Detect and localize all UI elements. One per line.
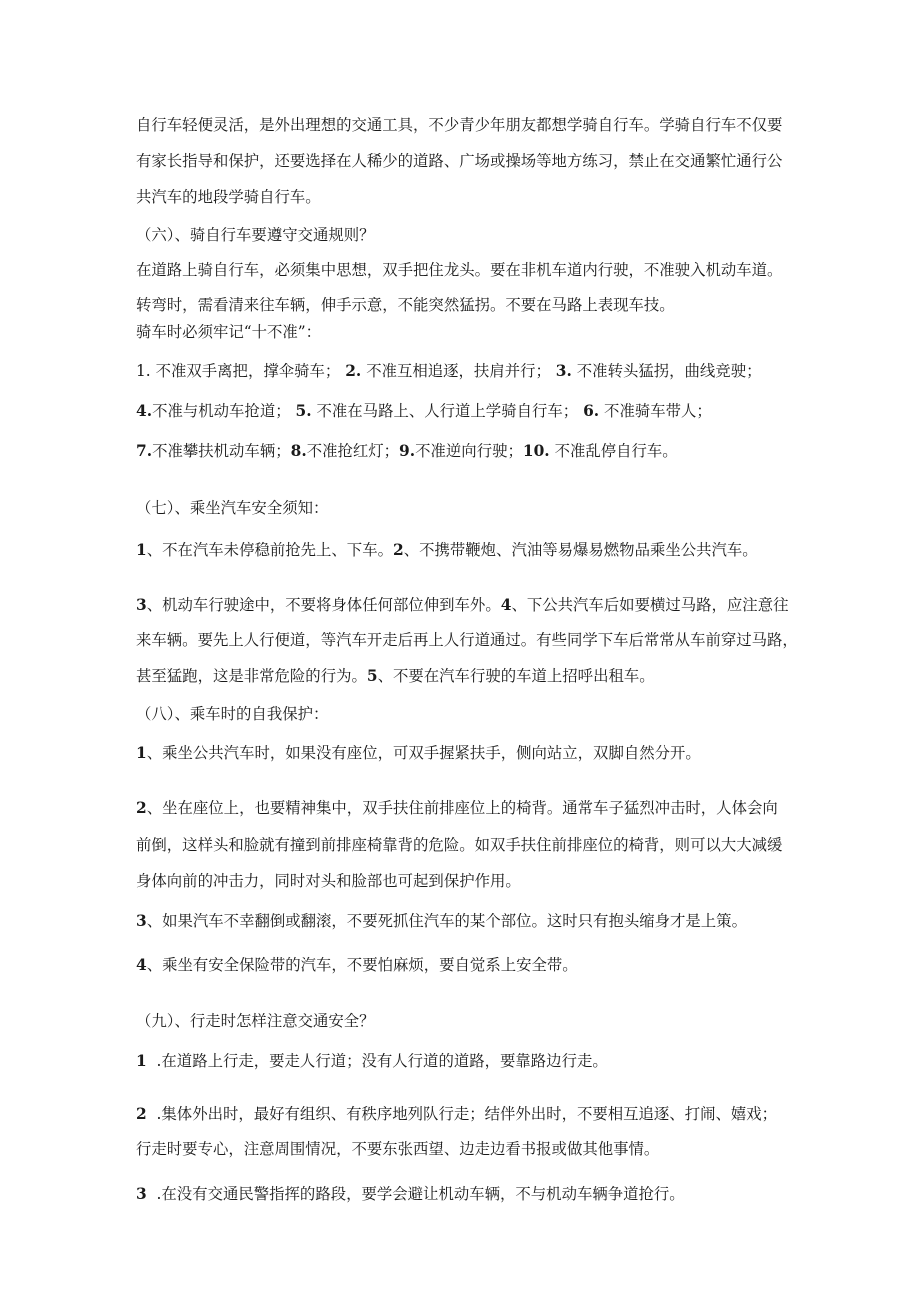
- s7-text-1: 、不在汽车未停稳前抢先上、下车。: [146, 541, 393, 559]
- rule-7-text: 不准攀扶机动车辆；: [152, 442, 291, 460]
- rule-7-num: 7.: [136, 442, 153, 460]
- section6-line-2: 转弯时，需看清来往车辆，伸手示意，不能突然猛拐。不要在马路上表现车技。: [136, 296, 675, 314]
- section8-heading: （八）、乘车时的自我保护：: [136, 705, 329, 723]
- rule-5-num: 5.: [295, 402, 312, 420]
- section6-heading: （六）、骑自行车要遵守交通规则？: [136, 226, 375, 244]
- rule-4-num: 4.: [136, 402, 153, 420]
- section9-para-2-line-1: [136, 1103, 777, 1125]
- section9-para-3: [136, 1183, 685, 1205]
- rule-10-text: 不准乱停自行车。: [554, 442, 678, 460]
- section6-line-1: 在道路上骑自行车，必须集中思想，双手把住龙头。要在非机车道内行驶，不准驶入机动车道。: [136, 261, 783, 279]
- rule-10-num: 10.: [522, 442, 550, 460]
- section7-para-2-line-3: [136, 665, 655, 687]
- s7-text-2: 、不携带鞭炮、汽油等易爆易燃物品乘坐公共汽车。: [403, 541, 758, 559]
- section7-heading: （七）、乘坐汽车安全须知：: [136, 499, 329, 517]
- section8-para-2-line-2: 前倒，这样头和脸就有撞到前排座椅靠背的危险。如双手扶住前排座位的椅背，则可以大大减缓: [136, 836, 783, 854]
- rule-1-text: 不准双手离把，撑伞骑车；: [155, 362, 341, 380]
- rules-line-3: [136, 440, 678, 462]
- rule-1-num: 1.: [136, 362, 151, 380]
- rule-8-text: 不准抢红灯；: [306, 442, 400, 460]
- intro-line-1: 自行车轻便灵活，是外出理想的交通工具，不少青少年朋友都想学骑自行车。学骑自行车不仅要: [136, 116, 783, 134]
- section9-para-1: [136, 1050, 608, 1072]
- rule-3-text: 不准转头猛拐，曲线竞驶；: [576, 362, 762, 380]
- section7-para-2-line-2: 来车辆。要先上人行便道，等汽车开走后再上人行道通过。有些同学下车后常常从车前穿过马路，: [136, 631, 798, 649]
- rule-3-num: 3.: [555, 362, 572, 380]
- section8-para-2-line-3: 身体向前的冲击力，同时对头和脸部也可起到保护作用。: [136, 872, 521, 890]
- s8-text-3: 、如果汽车不幸翻倒或翻滚，不要死抓住汽车的某个部位。这时只有抱头缩身才是上策。: [146, 912, 747, 930]
- rule-6-num: 6.: [583, 402, 600, 420]
- s7-num-4: 4: [500, 596, 512, 614]
- rule-6-text: 不准骑车带人；: [604, 402, 712, 420]
- rule-8-num: 8.: [290, 442, 307, 460]
- intro-line-2: 有家长指导和保护，还要选择在人稀少的道路、广场或操场等地方练习，禁止在交通繁忙通行公: [136, 152, 783, 170]
- s7-num-1: 1: [136, 541, 147, 559]
- rule-4-text: 不准与机动车抢道；: [152, 402, 291, 420]
- section7-para-1: [136, 539, 758, 561]
- s7-text-4: 、下公共汽车后如要横过马路，应注意往: [511, 596, 789, 614]
- s8-num-1: 1: [136, 744, 147, 762]
- rules-line-2: [136, 400, 712, 422]
- s9-text-1: .在道路上行走，要走人行道；没有人行道的道路，要靠路边行走。: [156, 1052, 608, 1070]
- s8-num-4: 4: [136, 956, 147, 974]
- s7-text-5a: 甚至猛跑，这是非常危险的行为。: [136, 667, 367, 685]
- intro-line-3: 共汽车的地段学骑自行车。: [136, 188, 321, 206]
- s7-num-2: 2: [392, 541, 404, 559]
- s7-text-3: 、机动车行驶途中，不要将身体任何部位伸到车外。: [146, 596, 501, 614]
- s9-num-1: 1: [136, 1052, 147, 1070]
- rule-5-text: 不准在马路上、人行道上学骑自行车；: [316, 402, 579, 420]
- section7-para-2-line-1: [136, 594, 788, 616]
- s7-num-5: 5: [366, 667, 378, 685]
- s9-text-2: .集体外出时，最好有组织、有秩序地列队行走；结伴外出时，不要相互追逐、打闹、嬉戏；: [156, 1105, 778, 1123]
- section6-line-3: 骑车时必须牢记“十不准”：: [136, 323, 322, 341]
- s8-text-2: 、坐在座位上，也要精神集中，双手扶住前排座位上的椅背。通常车子猛烈冲击时，人体会向: [146, 799, 778, 817]
- s8-num-2: 2: [136, 799, 147, 817]
- section8-para-3: [136, 910, 747, 932]
- rules-line-1: [136, 360, 761, 382]
- rule-9-num: 9.: [399, 442, 416, 460]
- s9-num-2: 2: [136, 1105, 147, 1123]
- section9-para-2-line-2: 行走时要专心，注意周围情况，不要东张西望、边走边看书报或做其他事情。: [136, 1140, 660, 1158]
- s8-text-4: 、乘坐有安全保险带的汽车，不要怕麻烦，要自觉系上安全带。: [146, 956, 578, 974]
- section8-para-1: [136, 742, 701, 764]
- s7-num-3: 3: [136, 596, 147, 614]
- section8-para-2-line-1: [136, 797, 778, 819]
- section8-para-4: [136, 954, 578, 976]
- section9-heading: （九）、行走时怎样注意交通安全？: [136, 1012, 375, 1030]
- rule-9-text: 不准逆向行驶；: [415, 442, 523, 460]
- s8-text-1: 、乘坐公共汽车时，如果没有座位，可双手握紧扶手，侧向站立，双脚自然分开。: [146, 744, 701, 762]
- s9-num-3: 3: [136, 1185, 147, 1203]
- s8-num-3: 3: [136, 912, 147, 930]
- s9-text-3: .在没有交通民警指挥的路段，要学会避让机动车辆，不与机动车辆争道抢行。: [156, 1185, 685, 1203]
- rule-2-text: 不准互相追逐，扶肩并行；: [366, 362, 551, 380]
- rule-2-num: 2.: [345, 362, 362, 380]
- s7-text-5: 、不要在汽车行驶的车道上招呼出租车。: [377, 667, 655, 685]
